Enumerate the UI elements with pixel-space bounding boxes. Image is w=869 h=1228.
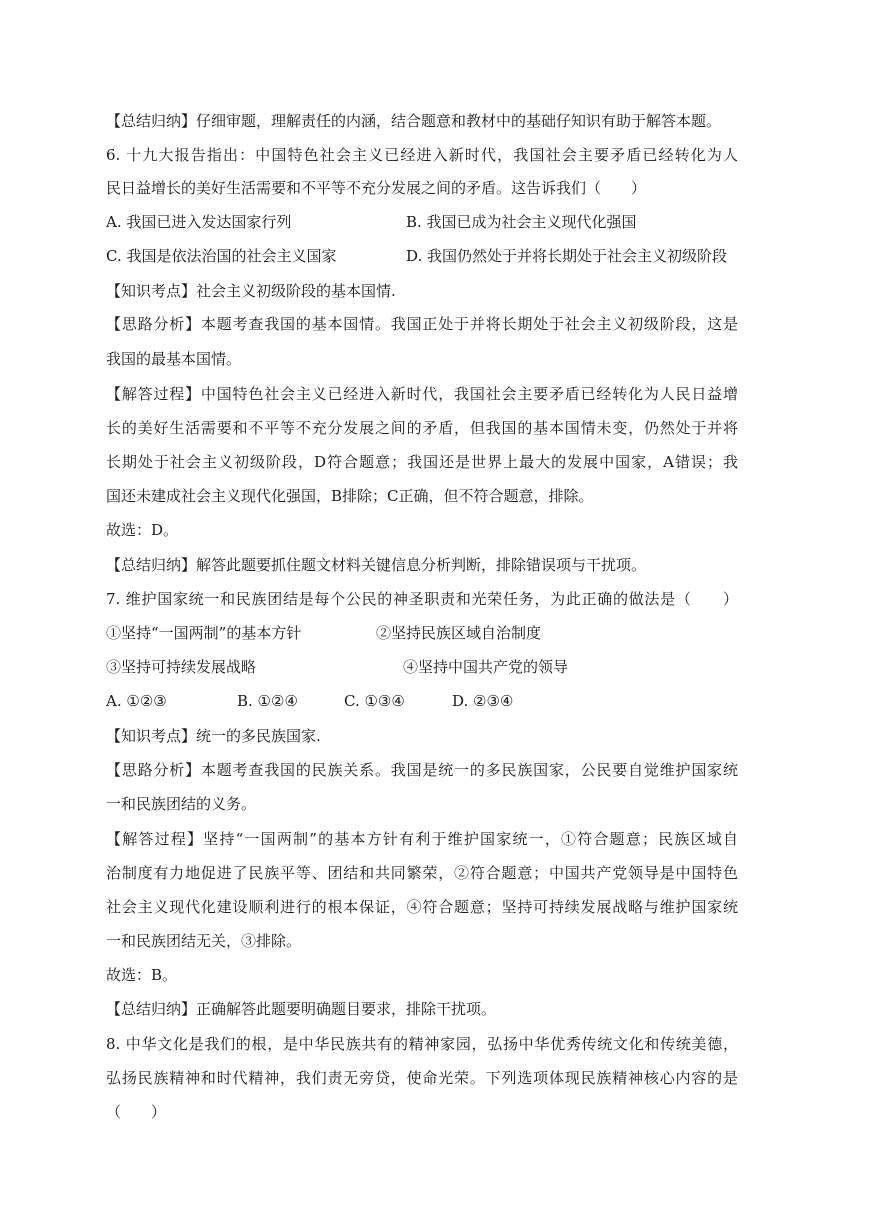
analysis: 【思路分析】本题考查我国的民族关系。我国是统一的多民族国家，公民要自觉维护国家统 — [106, 761, 738, 779]
option-a: A. ①②③ — [106, 692, 167, 710]
option-a: A. 我国已进入发达国家行列 — [106, 213, 292, 231]
summary-line: 【总结归纳】正确解答此题要明确题目要求，排除干扰项。 — [106, 1000, 497, 1018]
knowledge-point: 【知识考点】社会主义初级阶段的基本国情. — [106, 282, 396, 300]
answer-blank: （ ） — [106, 1103, 167, 1121]
statement-1: ①坚持“一国两制”的基本方针 — [106, 624, 302, 642]
question-8-stem-cont: 弘扬民族精神和时代精神，我们责无旁贷，使命光荣。下列选项体现民族精神核心内容的是 — [106, 1069, 738, 1087]
solution-cont: 长的美好生活需要和不平等不充分发展之间的矛盾，但我国的基本国情未变，仍然处于并将 — [106, 419, 738, 437]
option-c: C. ①③④ — [344, 692, 405, 710]
knowledge-point: 【知识考点】统一的多民族国家. — [106, 727, 321, 745]
question-6-stem-cont: 民日益增长的美好生活需要和不平等不充分发展之间的矛盾。这告诉我们（ ） — [106, 179, 647, 197]
option-c: C. 我国是依法治国的社会主义国家 — [106, 247, 337, 265]
statement-2: ②坚持民族区域自治制度 — [376, 624, 542, 642]
solution-cont: 治制度有力地促进了民族平等、团结和共同繁荣，②符合题意；中国共产党领导是中国特色 — [106, 864, 738, 882]
question-8-stem: 8. 中华文化是我们的根，是中华民族共有的精神家园，弘扬中华优秀传统文化和传统美德， — [106, 1035, 738, 1053]
answer: 故选：B。 — [106, 966, 178, 984]
solution-cont: 一和民族团结无关，③排除。 — [106, 932, 302, 950]
statement-4: ④坚持中国共产党的领导 — [403, 658, 569, 676]
summary-line: 【总结归纳】解答此题要抓住题文材料关键信息分析判断，排除错误项与干扰项。 — [106, 556, 647, 574]
question-7-stem: 7. 维护国家统一和民族团结是每个公民的神圣职责和光荣任务，为此正确的做法是（ ） — [106, 590, 738, 608]
option-d: D. ②③④ — [452, 692, 514, 710]
option-b: B. 我国已成为社会主义现代化强国 — [406, 213, 637, 231]
question-6-stem: 6. 十九大报告指出：中国特色社会主义已经进入新时代，我国社会主要矛盾已经转化为人 — [106, 146, 738, 164]
statement-3: ③坚持可持续发展战略 — [106, 658, 257, 676]
analysis: 【思路分析】本题考查我国的基本国情。我国正处于并将长期处于社会主义初级阶段，这是 — [106, 315, 738, 333]
summary-line: 【总结归纳】仔细审题，理解责任的内涵，结合题意和教材中的基础仔知识有助于解答本题。 — [106, 112, 722, 130]
solution: 【解答过程】坚持“一国两制”的基本方针有利于维护国家统一，①符合题意；民族区域自 — [106, 830, 738, 848]
solution-cont: 长期处于社会主义初级阶段，D符合题意；我国还是世界上最大的发展中国家，A错误；我 — [106, 453, 738, 471]
option-b: B. ①②④ — [237, 692, 298, 710]
answer: 故选：D。 — [106, 521, 179, 539]
solution-cont: 国还未建成社会主义现代化强国，B排除；C正确，但不符合题意，排除。 — [106, 487, 594, 505]
analysis-cont: 我国的最基本国情。 — [106, 350, 242, 368]
question-7-options — [106, 691, 513, 711]
option-d: D. 我国仍然处于并将长期处于社会主义初级阶段 — [406, 247, 728, 265]
solution-cont: 社会主义现代化建设顺利进行的根本保证，④符合题意；坚持可持续发展战略与维护国家统 — [106, 898, 738, 916]
solution: 【解答过程】中国特色社会主义已经进入新时代，我国社会主要矛盾已经转化为人民日益增 — [106, 385, 738, 403]
analysis-cont: 一和民族团结的义务。 — [106, 795, 257, 813]
